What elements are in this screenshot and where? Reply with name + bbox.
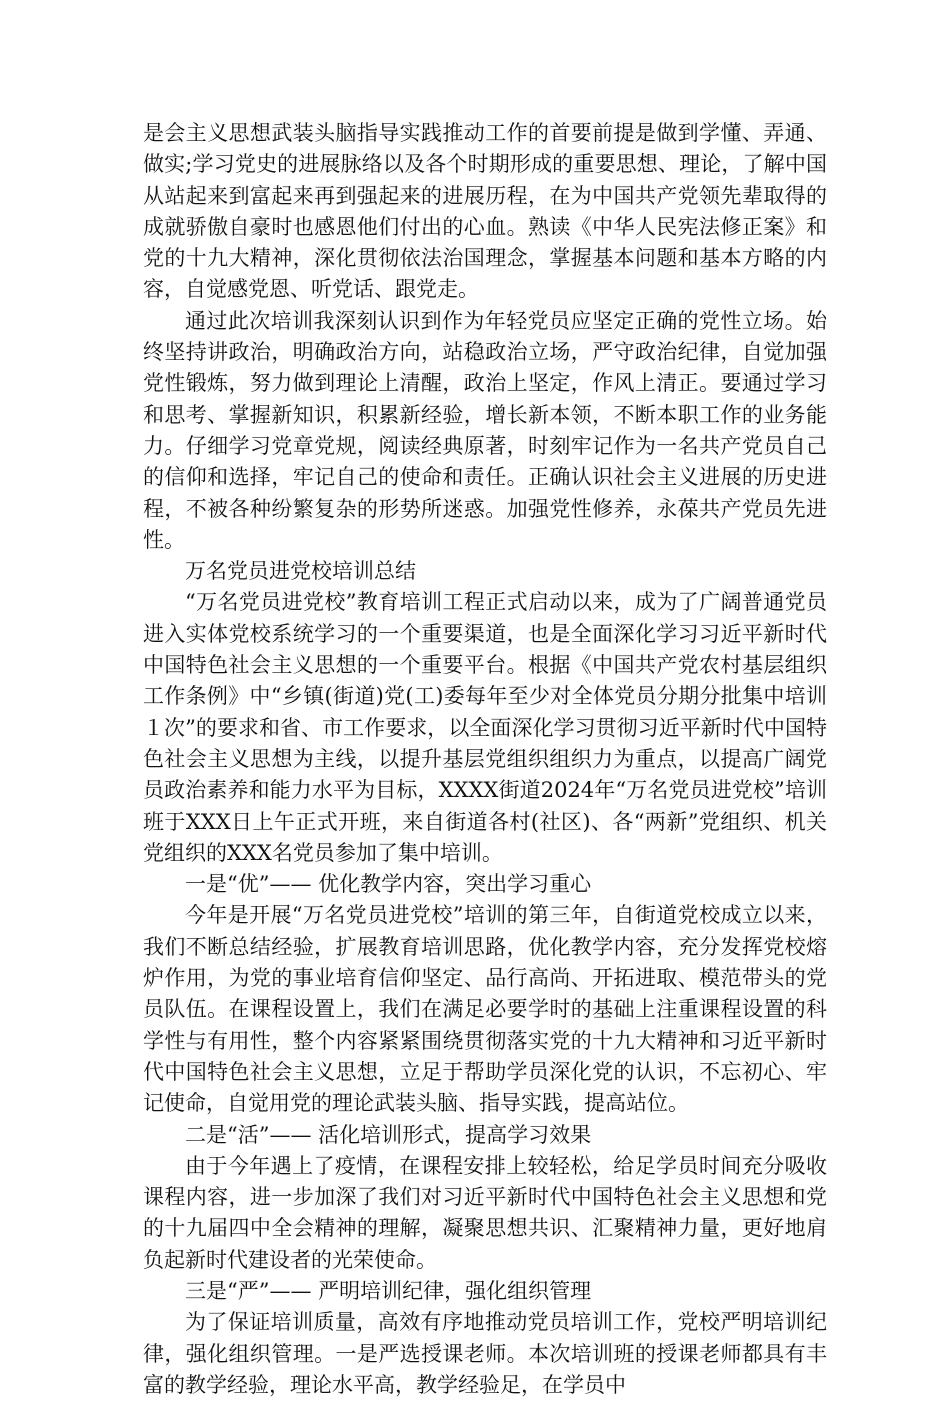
section-title: 万名党员进党校培训总结: [185, 559, 416, 584]
body-paragraph: 今年是开展“万名党员进党校”培训的第三年，自街道党校成立以来，我们不断总结经验，扩展教育培训思路，优化教学内容，充分发挥党校熔炉作用，为党的事业培育信仰坚定、品行高尚、开拓进取、模范带头的党员队伍。在课程设置上，我们在满足必要学时的基础上注重课程设置的科学性与有用性，整个内容紧紧围绕贯彻落实党的十九大精神和习近平新时代中国特色社会主义思想，立足于帮助学员深化党的认识，不忘初心、牢记使命，自觉用党的理论武装头脑、指导实践，提高站位。: [143, 903, 827, 1116]
body-paragraph: 是会主义思想武装头脑指导实践推动工作的首要前提是做到学懂、弄通、做实;学习党史的进展脉络以及各个时期形成的重要思想、理论，了解中国从站起来到富起来再到强起来的进展历程，在为中国共产党领先辈取得的成就骄傲自豪时也感恩他们付出的心血。熟读《中华人民宪法修正案》和党的十九大精神，深化贯彻依法治国理念，掌握基本问题和基本方略的内容，自觉感党恩、听党话、跟党走。: [143, 121, 827, 302]
subsection-heading: 一是“优”—— 优化教学内容，突出学习重心: [185, 872, 592, 897]
body-paragraph: 通过此次培训我深刻认识到作为年轻党员应坚定正确的党性立场。始终坚持讲政治，明确政治方向，站稳政治立场，严守政治纪律，自觉加强党性锻炼，努力做到理论上清醒，政治上坚定，作风上清正。要通过学习和思考、掌握新知识，积累新经验，增长新本领，不断本职工作的业务能力。仔细学习党章党规，阅读经典原著，时刻牢记作为一名共产党员自己的信仰和选择，牢记自己的使命和责任。正确认识社会主义进展的历史进程，不被各种纷繁复杂的形势所迷惑。加强党性修养，永葆共产党员先进性。: [143, 308, 827, 552]
document-page: [143, 118, 827, 1401]
body-paragraph: 由于今年遇上了疫情，在课程安排上较轻松，给足学员时间充分吸收课程内容，进一步加深了我们对习近平新时代中国特色社会主义思想和党的十九届四中全会精神的理解，凝聚思想共识、汇聚精神力量，更好地肩负起新时代建设者的光荣使命。: [143, 1153, 827, 1272]
body-paragraph: 为了保证培训质量，高效有序地推动党员培训工作，党校严明培训纪律，强化组织管理。一是严选授课老师。本次培训班的授课老师都具有丰富的教学经验，理论水平高，教学经验足，在学员中: [143, 1310, 827, 1397]
subsection-heading: 二是“活”—— 活化培训形式，提高学习效果: [185, 1122, 592, 1147]
subsection-heading: 三是“严”—— 严明培训纪律，强化组织管理: [185, 1278, 592, 1303]
body-paragraph: “万名党员进党校”教育培训工程正式启动以来，成为了广阔普通党员进入实体党校系统学习的一个重要渠道，也是全面深化学习习近平新时代中国特色社会主义思想的一个重要平台。根据《中国共产党农村基层组织工作条例》中“乡镇(街道)党(工)委每年至少对全体党员分期分批集中培训１次”的要求和省、市工作要求，以全面深化学习贯彻习近平新时代中国特色社会主义思想为主线，以提升基层党组织组织力为重点，以提高广阔党员政治素养和能力水平为目标，XXXX街道2024年“万名党员进党校”培训班于XXX日上午正式开班，来自街道各村(社区)、各“两新”党组织、机关党组织的XXX名党员参加了集中培训。: [143, 590, 827, 865]
